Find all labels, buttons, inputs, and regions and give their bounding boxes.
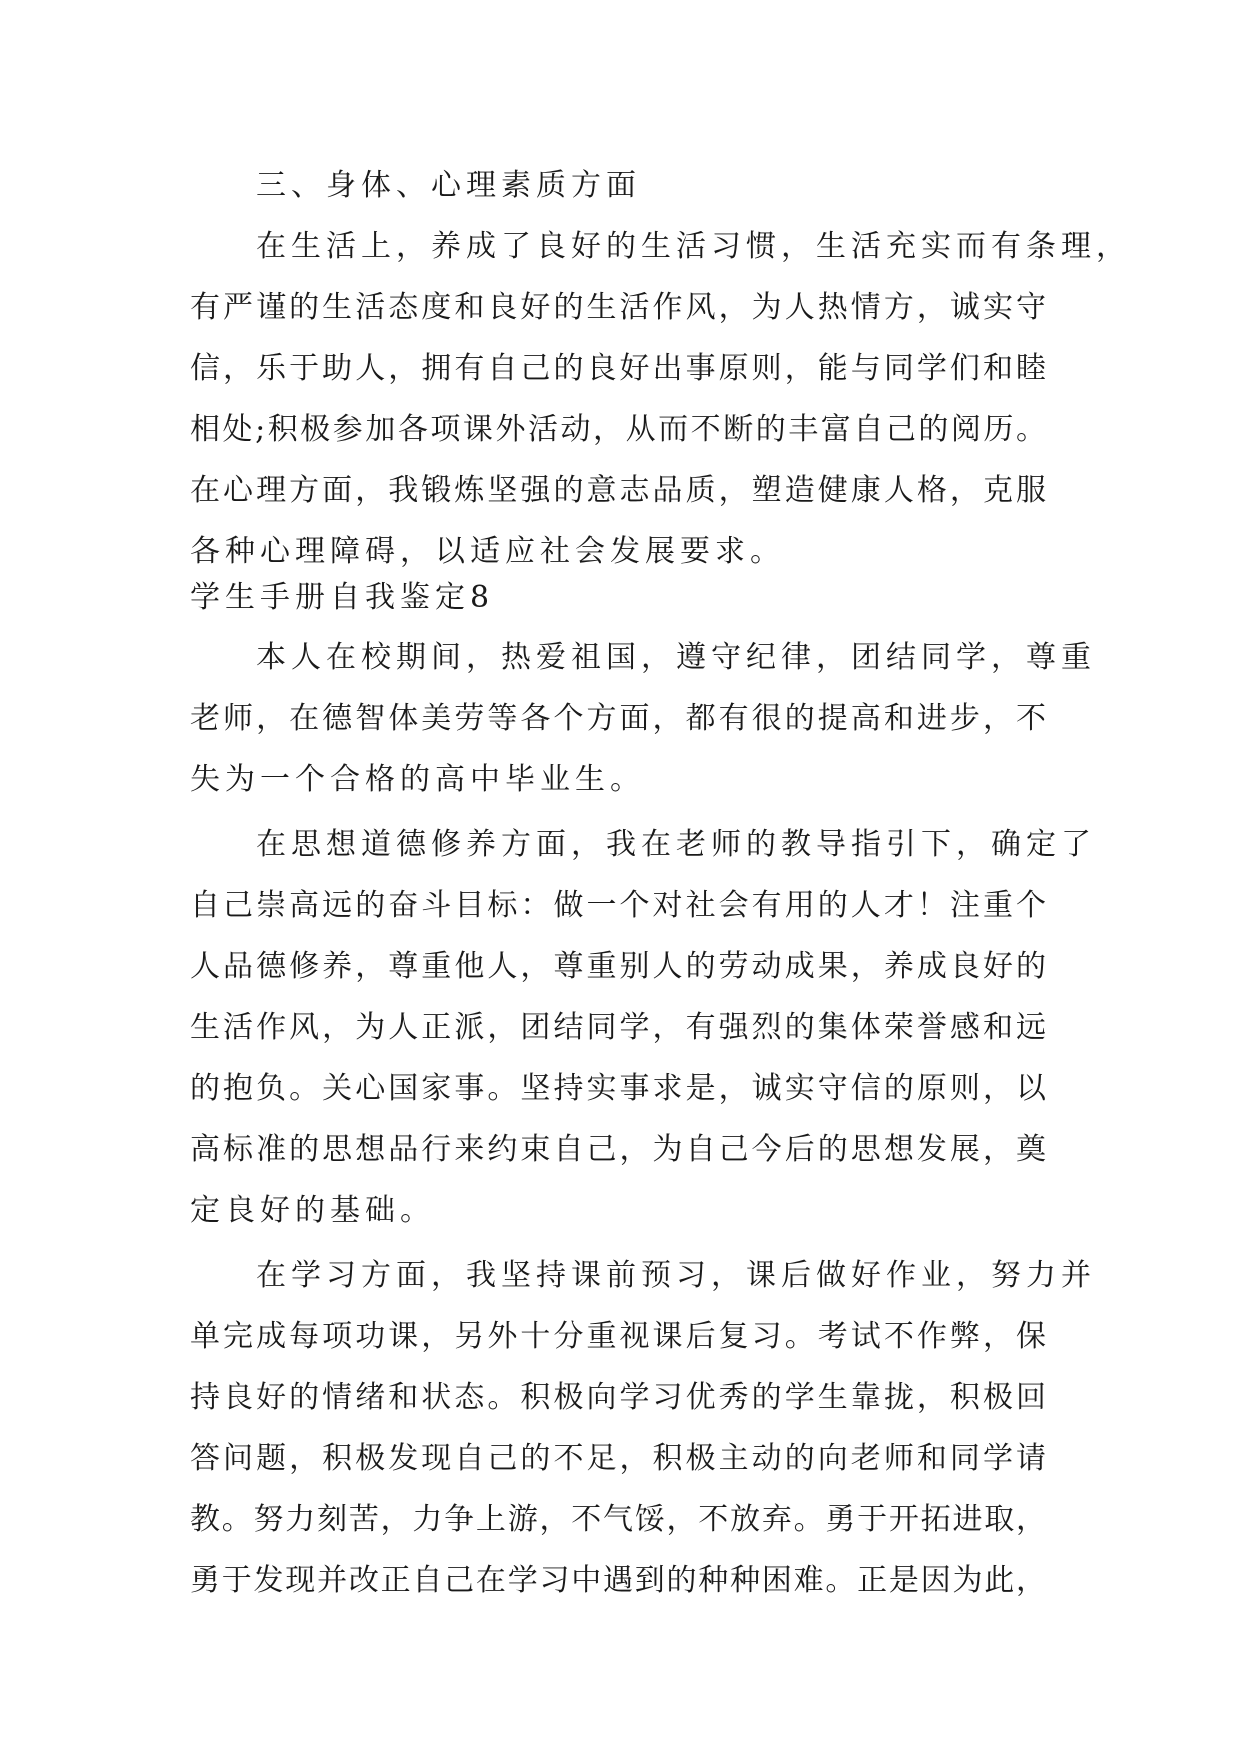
- paragraph-line: 定良好的基础。: [190, 1193, 435, 1228]
- paragraph-line: 教。努力刻苦，力争上游，不气馁，不放弃。勇于开拓进取，: [190, 1502, 1046, 1537]
- paragraph-line: 在学习方面，我坚持课前预习，课后做好作业，努力并: [256, 1258, 1096, 1293]
- paragraph-line: 高标准的思想品行来约束自己，为自己今后的思想发展，奠: [190, 1132, 1046, 1167]
- paragraph-line: 失为一个合格的高中毕业生。: [190, 762, 645, 797]
- paragraph-line: 持良好的情绪和状态。积极向学习优秀的学生靠拢，积极回: [190, 1380, 1046, 1415]
- paragraph-line: 在生活上，养成了良好的生活习惯，生活充实而有条理，: [256, 229, 1131, 264]
- paragraph-line: 本人在校期间，热爱祖国，遵守纪律，团结同学，尊重: [256, 640, 1096, 675]
- document-title: 学生手册自我鉴定8: [190, 580, 495, 615]
- paragraph-line: 勇于发现并改正自己在学习中遇到的种种困难。正是因为此，: [190, 1563, 1046, 1598]
- paragraph-line: 答问题，积极发现自己的不足，积极主动的向老师和同学请: [190, 1441, 1046, 1476]
- paragraph-line: 相处;积极参加各项课外活动，从而不断的丰富自己的阅历。: [190, 412, 1046, 447]
- paragraph-line: 有严谨的生活态度和良好的生活作风，为人热情方，诚实守: [190, 290, 1046, 325]
- section-heading: 三、身体、心理素质方面: [256, 168, 641, 203]
- paragraph-line: 各种心理障碍，以适应社会发展要求。: [190, 534, 785, 569]
- paragraph-line: 信，乐于助人，拥有自己的良好出事原则，能与同学们和睦: [190, 351, 1046, 386]
- paragraph-line: 的抱负。关心国家事。坚持实事求是，诚实守信的原则，以: [190, 1071, 1046, 1106]
- paragraph-line: 在心理方面，我锻炼坚强的意志品质，塑造健康人格，克服: [190, 473, 1046, 508]
- paragraph-line: 老师，在德智体美劳等各个方面，都有很的提高和进步，不: [190, 701, 1046, 736]
- paragraph-line: 人品德修养，尊重他人，尊重别人的劳动成果，养成良好的: [190, 949, 1046, 984]
- paragraph-line: 生活作风，为人正派，团结同学，有强烈的集体荣誉感和远: [190, 1010, 1046, 1045]
- paragraph-line: 单完成每项功课，另外十分重视课后复习。考试不作弊，保: [190, 1319, 1046, 1354]
- paragraph-line: 在思想道德修养方面，我在老师的教导指引下，确定了: [256, 827, 1096, 862]
- paragraph-line: 自己崇高远的奋斗目标：做一个对社会有用的人才！注重个: [190, 888, 1046, 923]
